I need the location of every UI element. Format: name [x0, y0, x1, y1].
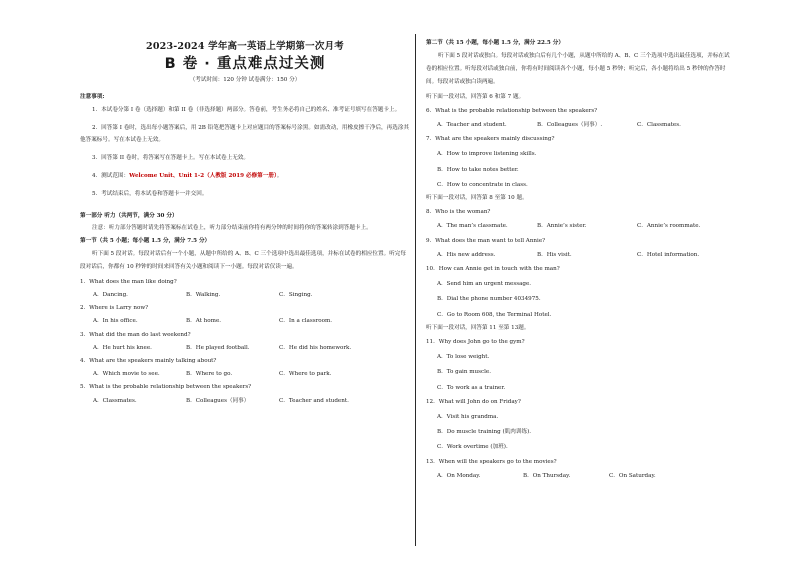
- option: A．Dancing.: [93, 292, 128, 299]
- options-4: [93, 371, 410, 378]
- notice-item: 5．考试结束后，将本试卷和答题卡一并交回。: [92, 191, 208, 198]
- exam-subtitle: B 卷 · 重点难点过关测: [164, 56, 326, 73]
- option: A．Teacher and student.: [437, 122, 507, 128]
- option: C．Annie’s roommate.: [637, 223, 701, 230]
- option: C．In a classroom.: [279, 318, 333, 325]
- part1-intro: 注意：听力部分答题时请先将答案标在试卷上，听力部分结束前你将有两分钟的时间将你的答案转涂到答题卡上。: [92, 225, 372, 232]
- question-12: 12．What will John do on Friday?: [426, 398, 521, 405]
- section1-heading: 第一节（共 5 小题；每小题 1.5 分，满分 7.5 分）: [80, 238, 211, 245]
- option: A．To lose weight.: [437, 354, 490, 361]
- option: A．Which movie to see.: [93, 371, 160, 378]
- question-10: 10．How can Annie get in touch with the man?: [426, 266, 560, 273]
- instruction-8-10: 听下面一段对话，回答第 8 至第 10 题。: [426, 195, 528, 202]
- question-11: 11．Why does John go to the gym?: [426, 339, 525, 346]
- question-1: 1．What does the man like doing?: [80, 278, 177, 285]
- option: B．Where to go.: [186, 371, 233, 378]
- option: C．Work overtime (加班).: [437, 444, 508, 451]
- notice-item: 1．本试卷分第 I 卷（选择题）和第 II 卷（非选择题）两部分。答卷前，考生务必将自己的姓名、准考证号填写在答题卡上。: [92, 106, 401, 113]
- option: C．On Saturday.: [609, 472, 656, 479]
- options-2: [93, 318, 410, 325]
- options-11: [437, 354, 731, 392]
- option: C．He did his homework.: [279, 344, 352, 351]
- notice-item: 2．回答第 I 卷时，选出每小题答案后，用 2B 铅笔把答题卡上对应题目的答案标号涂黑。如需改动，用橡皮擦干净后，再选涂其他答案标号。写在本试卷上无效。: [80, 124, 410, 144]
- option: B．His visit.: [537, 251, 572, 258]
- option: B．He played football.: [186, 344, 250, 351]
- question-9: 9．What does the man want to tell Annie?: [426, 237, 546, 244]
- option: C．Hotel information.: [637, 251, 700, 258]
- exam-title: 2023-2024 学年高一英语上学期第一次月考: [146, 41, 344, 52]
- option: B．Walking.: [186, 292, 221, 299]
- options-10: [437, 281, 731, 319]
- section2-heading: 第二节（共 15 小题，每小题 1.5 分，满分 22.5 分）: [426, 40, 564, 46]
- notice-item-scope: [80, 170, 410, 183]
- option: B．On Thursday.: [523, 472, 571, 479]
- options-7: [437, 151, 731, 189]
- right-column: [426, 40, 731, 480]
- options-9: [437, 252, 731, 259]
- section1-intro: 听下面 5 段对话。每段对话后有一个小题，从题中所给的 A、B、C 三个选项中选出最佳选项，并标在试卷的相应位置。听完每段对话后，你都有 10 秒钟的时间来回答有关小题和阅读下一小题。每段对话仅读一遍。: [80, 251, 406, 270]
- options-8: [437, 223, 731, 230]
- options-13: [437, 473, 731, 480]
- option: C．Go to Room 608, the Terminal Hotel.: [437, 311, 552, 318]
- option: A．Classmates.: [93, 397, 137, 404]
- option: A．In his office.: [93, 318, 138, 325]
- option: A．How to improve listening skills.: [437, 151, 537, 158]
- scope-range: Welcome Unit、Unit 1-2（人教版 2019 必修第一册）: [129, 173, 277, 180]
- option: A．He hurt his knee.: [93, 344, 152, 351]
- section2-intro: 听下面 5 段对话或独白。每段对话或独白后有几个小题，从题中所给的 A、B、C 三个选项中选出最佳选项，并标在试卷的相应位置。听每段对话或独白前，你将有时间阅读各个小题，每小题 5 秒钟；听完后，各小题将给出 5 秒钟的作答时间。每段对话或独白读两遍。: [426, 53, 730, 85]
- option: B．Colleagues（同事）.: [537, 122, 603, 128]
- notice-item: 3．回答第 II 卷时，将答案写在答题卡上。写在本试卷上无效。: [92, 155, 249, 162]
- option: C．Classmates.: [637, 122, 681, 128]
- options-12: [437, 414, 731, 452]
- option: B．Do muscle training (肌肉训练).: [437, 429, 532, 436]
- option: A．Visit his grandma.: [437, 414, 499, 421]
- exam-info: （考试时间：120 分钟 试卷满分：150 分）: [189, 77, 301, 84]
- question-6: 6．What is the probable relationship between the speakers?: [426, 107, 598, 114]
- option: C．To work as a trainer.: [437, 384, 506, 391]
- options-6: [437, 122, 731, 129]
- option: C．Where to park.: [279, 371, 332, 378]
- option: B．Annie’s sister.: [537, 223, 587, 230]
- option: A．The man’s classmate.: [437, 223, 508, 230]
- scope-suffix: 。: [276, 173, 283, 180]
- option: B．To gain muscle.: [437, 369, 492, 376]
- option: B．Dial the phone number 4034975.: [437, 296, 541, 303]
- question-3: 3．What did the man do last weekend?: [80, 331, 191, 338]
- left-column: [80, 40, 410, 405]
- question-4: 4．What are the speakers mainly talking about?: [80, 358, 217, 365]
- options-1: [93, 292, 410, 299]
- question-5: 5．What is the probable relationship between the speakers?: [80, 384, 252, 391]
- option: C．Singing.: [279, 292, 313, 299]
- option: B．How to take notes better.: [437, 166, 519, 173]
- instruction-6-7: 听下面一段对话，回答第 6 和第 7 题。: [426, 93, 525, 100]
- question-8: 8．Who is the woman?: [426, 209, 491, 216]
- question-7: 7．What are the speakers mainly discussing?: [426, 136, 555, 143]
- option: A．On Monday.: [437, 472, 481, 479]
- options-5: [93, 398, 410, 405]
- option: A．Send him an urgent message.: [437, 281, 532, 288]
- options-3: [93, 345, 410, 352]
- option: B．Colleagues（同事）: [186, 397, 250, 404]
- scope-prefix: 4．测试范围：: [92, 173, 130, 180]
- part1-heading: 第一部分 听力（共两节，满分 30 分）: [80, 212, 178, 219]
- option: C．How to concentrate in class.: [437, 181, 528, 188]
- option: A．His new address.: [437, 251, 496, 258]
- column-divider: [415, 34, 416, 546]
- question-13: 13．When will the speakers go to the movies?: [426, 458, 557, 465]
- question-2: 2．Where is Larry now?: [80, 305, 149, 312]
- instruction-11-13: 听下面一段对话，回答第 11 至第 13题。: [426, 324, 530, 331]
- notice-heading: 注意事项:: [80, 93, 105, 100]
- option: B．At home.: [186, 318, 222, 325]
- notice-list: [80, 104, 410, 201]
- option: C．Teacher and student.: [279, 397, 349, 404]
